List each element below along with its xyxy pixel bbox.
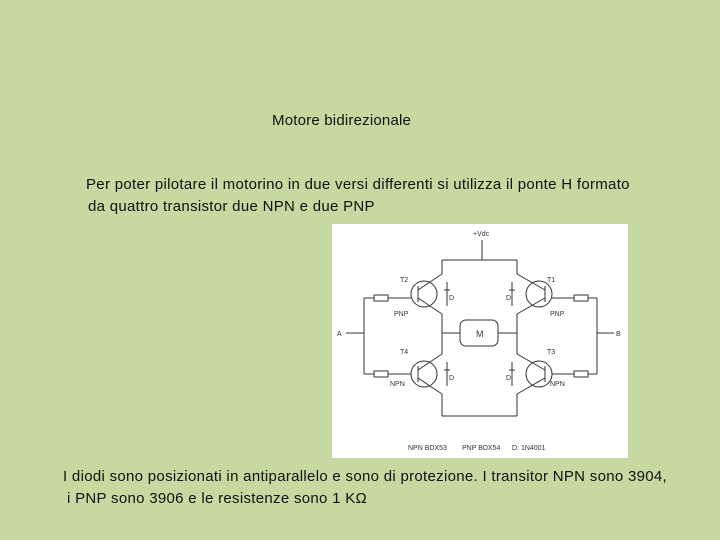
- intro-line-2: da quattro transistor due NPN e due PNP: [88, 198, 375, 215]
- diode-label-tl: D: [449, 295, 455, 302]
- npn-label-right: NPN: [550, 381, 565, 388]
- t1-label: T1: [547, 277, 556, 284]
- h-bridge-schematic: [332, 224, 628, 458]
- h-bridge-diagram: [332, 224, 628, 458]
- legend-pnp: PNP BDX54: [462, 445, 501, 452]
- intro-paragraph: [86, 174, 706, 218]
- outro-line-1: I diodi sono posizionati in antiparallelo e sono di protezione. I transitor NPN sono 3904,: [63, 468, 668, 485]
- npn-label-left: NPN: [390, 381, 405, 388]
- input-a-label: A: [337, 331, 342, 338]
- diode-label-br: D: [506, 375, 512, 382]
- outro-line-2: i PNP sono 3906 e le resistenze sono 1 KΩ: [67, 490, 368, 507]
- motor-label: M: [476, 329, 484, 339]
- diode-label-bl: D: [449, 375, 455, 382]
- intro-line-1: Per poter pilotare il motorino in due versi differenti si utilizza il ponte H formato: [86, 176, 630, 193]
- transistor-t2: [411, 281, 437, 307]
- t3-label: T3: [547, 349, 556, 356]
- supply-label: +Vdc: [473, 231, 490, 238]
- t2-label: T2: [400, 277, 409, 284]
- pnp-label-right: PNP: [550, 311, 565, 318]
- outro-paragraph: [63, 466, 713, 510]
- transistor-t4: [411, 361, 437, 387]
- legend-npn: NPN BDX53: [408, 445, 447, 452]
- transistor-t3: [526, 361, 552, 387]
- pnp-label-left: PNP: [394, 311, 409, 318]
- t4-label: T4: [400, 349, 409, 356]
- input-b-label: B: [616, 331, 621, 338]
- transistor-t1: [526, 281, 552, 307]
- diode-label-tr: D: [506, 295, 512, 302]
- legend-diode: D: 1N4001: [512, 445, 546, 452]
- slide-title: Motore bidirezionale: [272, 112, 412, 129]
